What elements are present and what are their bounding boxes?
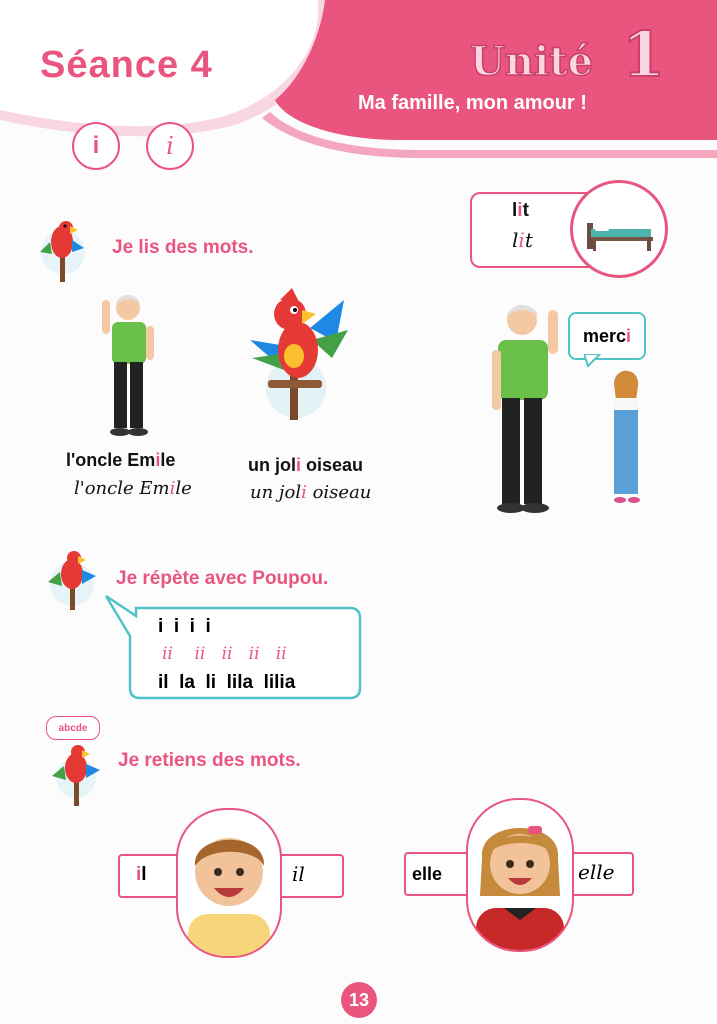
parrot-picture (240, 288, 352, 428)
parrot-icon (40, 212, 86, 284)
unit-number: 1 (622, 18, 666, 91)
merci-bubble: merc i (568, 312, 646, 360)
letter-script-badge (146, 122, 194, 170)
parrot-icon-3 (50, 738, 102, 808)
letter-print-badge (72, 122, 120, 170)
bed-icon (573, 183, 665, 275)
section-remember-title: Je retiens des mots. (118, 750, 301, 771)
letter-print: i (92, 132, 100, 159)
section-repeat-title: Je répète avec Poupou. (116, 568, 329, 589)
parrot-icon-2 (46, 542, 98, 612)
boy-icon (178, 810, 280, 956)
page-number: 13 (341, 982, 377, 1018)
il-script: il (292, 862, 305, 886)
grandpa-illustration (92, 290, 162, 440)
elle-script: elle (578, 860, 615, 884)
girl-icon (468, 800, 572, 950)
repeat-line-3: il la li lila lilia (158, 672, 296, 693)
bed-picture (570, 180, 668, 278)
unit-subtitle: Ma famille, mon amour ! (358, 92, 587, 114)
section-read-title: Je lis des mots. (112, 237, 254, 258)
elle-print: elle (412, 864, 443, 884)
word-oncle-script: l'oncle Emile (74, 478, 192, 499)
unit-label: Unité (470, 38, 594, 85)
word-oncle-print: l'oncle Emile (66, 450, 176, 470)
bubble-tail-icon (584, 354, 604, 368)
repeat-line-1: i i i i (158, 616, 211, 637)
seance-title: Séance 4 (40, 44, 213, 86)
il-print: il (136, 864, 147, 885)
parrot-thought-bubble: abcde (46, 716, 100, 740)
word-oiseau-print: un joli oiseau (248, 455, 364, 475)
lit-script: lit (512, 228, 533, 252)
girl-portrait (466, 798, 574, 952)
word-oiseau-script: un joli oiseau (250, 482, 372, 503)
repeat-line-2: ii ii ii ii ii (162, 644, 287, 664)
boy-portrait (176, 808, 282, 958)
letter-script: i (166, 132, 174, 160)
lit-print: lit (512, 200, 529, 221)
